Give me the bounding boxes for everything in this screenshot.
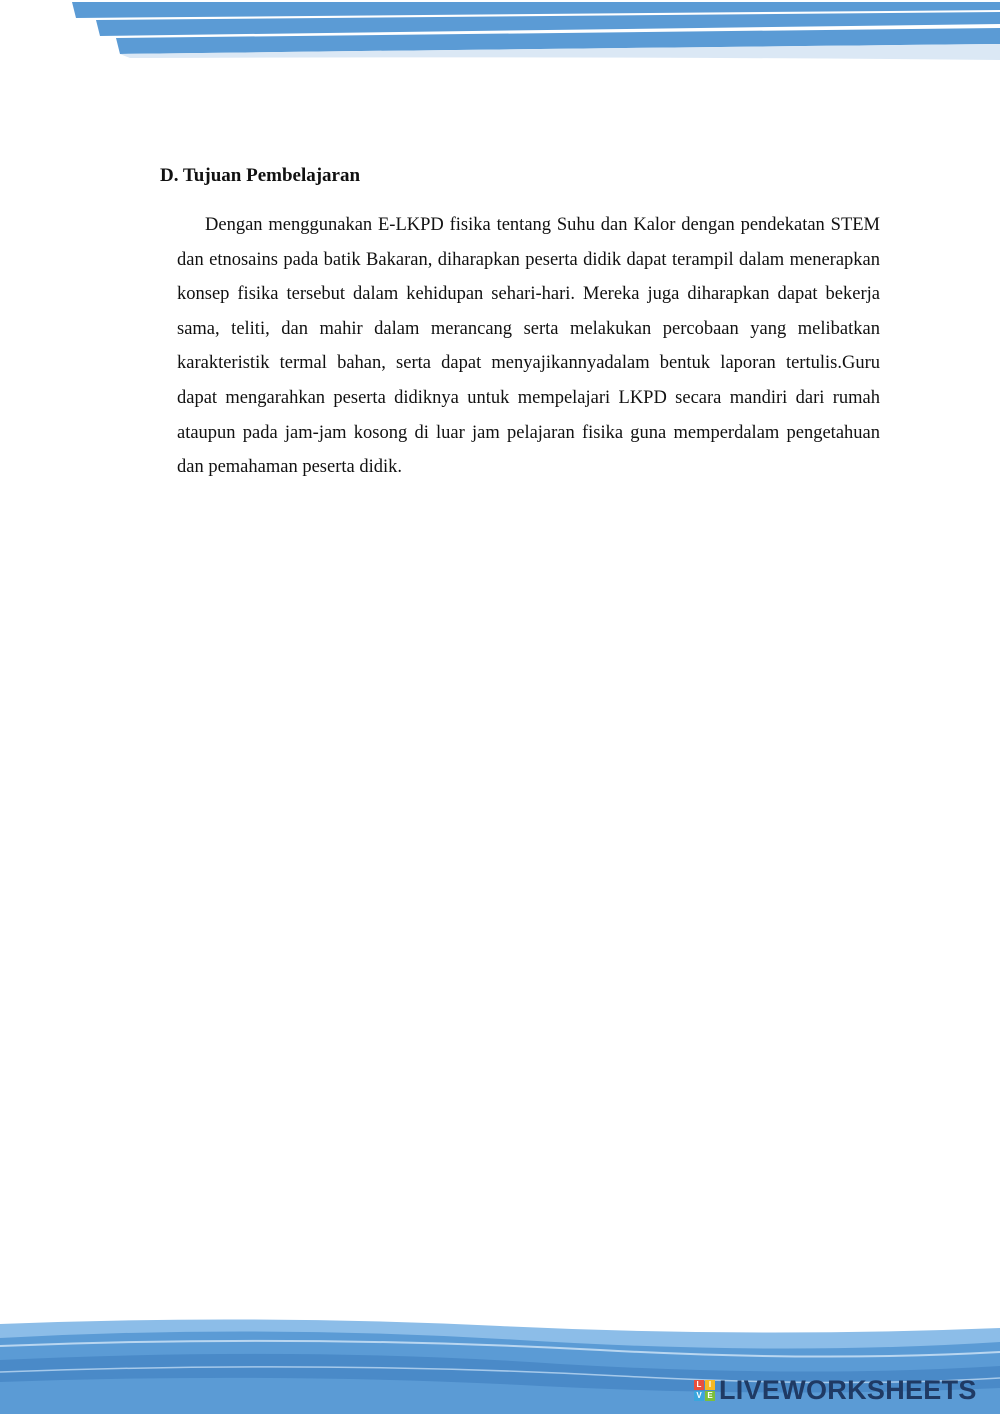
watermark-text: LIVEWORKSHEETS bbox=[719, 1374, 977, 1405]
logo-letter-e: E bbox=[705, 1391, 715, 1401]
logo-letter-v: V bbox=[694, 1391, 704, 1401]
section-heading: D. Tujuan Pembelajaran bbox=[160, 165, 361, 186]
logo-letter-l: L bbox=[694, 1380, 704, 1390]
logo-letter-i: I bbox=[705, 1380, 715, 1390]
liveworksheets-watermark bbox=[694, 1374, 977, 1406]
document-content bbox=[160, 162, 880, 485]
header-stripes-decoration bbox=[0, 0, 1000, 70]
learning-objectives-paragraph: Dengan menggunakan E-LKPD fisika tentang Suhu dan Kalor dengan pendekatan STEM dan etnosains pada batik Bakaran, diharapkan peserta didik dapat terampil dalam menerapkan konsep fisika tersebut dalam kehidupan sehari-hari. Mereka juga diharapkan dapat bekerja sama, teliti, dan mahir dalam merancang serta melakukan percobaan yang melibatkan karakteristik termal bahan, serta dapat menyajikannyadalam bentuk laporan tertulis.Guru dapat mengarahkan peserta didiknya untuk mempelajari LKPD secara mandiri dari rumah ataupun pada jam-jam kosong di luar jam pelajaran fisika guna memperdalam pengetahuan dan pemahaman peserta didik. bbox=[177, 215, 880, 478]
liveworksheets-logo-icon bbox=[694, 1380, 715, 1401]
